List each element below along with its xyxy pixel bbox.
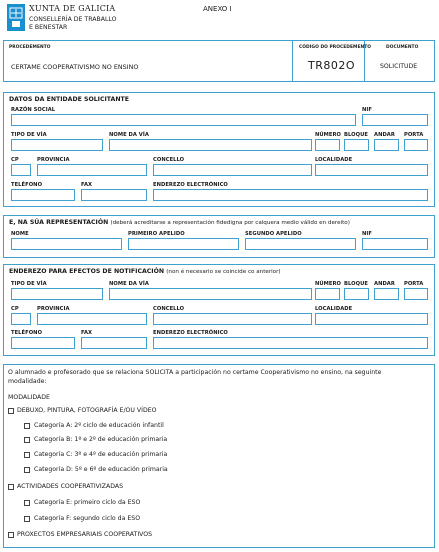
razon-social-label: RAZÓN SOCIAL <box>11 107 56 113</box>
notif-localidade-field[interactable] <box>315 313 428 325</box>
annex-label: ANEXO I <box>203 5 232 13</box>
email-label: ENDEREZO ELECTRÓNICO <box>153 182 228 188</box>
mod1-checkbox[interactable] <box>8 408 14 414</box>
notif-concello-field[interactable] <box>153 313 312 325</box>
mod3-checkbox[interactable] <box>8 532 14 538</box>
andar-label: ANDAR <box>374 132 395 138</box>
fax-field[interactable] <box>81 189 147 201</box>
numero-label: NÚMERO <box>315 132 341 138</box>
notif-provincia-label: PROVINCIA <box>37 306 70 312</box>
logo-title: XUNTA DE GALICIA <box>29 4 116 13</box>
notif-porta-label: PORTA <box>404 281 424 287</box>
representative-section-title <box>9 219 350 226</box>
catD-label: Categoría D: 5º e 6º de educación primaria <box>34 466 168 473</box>
mod1-label: DEBUXO, PINTURA, FOTOGRAFÍA E/OU VÍDEO <box>17 407 157 414</box>
procedure-code: TR802O <box>308 59 356 72</box>
procedure-divider-1 <box>292 40 293 82</box>
notif-andar-label: ANDAR <box>374 281 395 287</box>
tipo-via-field[interactable] <box>11 139 103 151</box>
notif-telefono-field[interactable] <box>11 337 75 349</box>
modalidade-heading: MODALIDADE <box>8 394 50 401</box>
procedure-code-label: CÓDIGO DO PROCEDEMENTO <box>299 45 372 50</box>
porta-label: PORTA <box>404 132 424 138</box>
notif-email-field[interactable] <box>153 337 428 349</box>
catC-checkbox[interactable] <box>24 452 30 458</box>
notif-nome-via-field[interactable] <box>109 288 312 300</box>
document-type: SOLICITUDE <box>380 63 418 70</box>
razon-social-field[interactable] <box>11 114 356 126</box>
catD-checkbox[interactable] <box>24 467 30 473</box>
notif-numero-field[interactable] <box>315 288 340 300</box>
catB-checkbox[interactable] <box>24 437 30 443</box>
nome-field[interactable] <box>11 238 122 250</box>
bloque-field[interactable] <box>344 139 369 151</box>
notif-cp-label: CP <box>11 306 19 312</box>
catC-label: Categoría C: 3º e 4º de educación primaria <box>34 451 168 458</box>
request-intro-line2: modalidade: <box>8 378 47 385</box>
notif-cp-field[interactable] <box>11 313 31 325</box>
notification-title-text: ENDEREZO PARA EFECTOS DE NOTIFICACIÓN <box>9 268 165 275</box>
nome-via-field[interactable] <box>109 139 312 151</box>
telefono-field[interactable] <box>11 189 75 201</box>
fax-label: FAX <box>81 182 93 188</box>
notif-tipo-via-label: TIPO DE VÍA <box>11 281 47 287</box>
provincia-label: PROVINCIA <box>37 157 70 163</box>
notif-porta-field[interactable] <box>404 288 428 300</box>
primeiro-apelido-label: PRIMEIRO APELIDO <box>128 231 185 237</box>
notif-numero-label: NÚMERO <box>315 281 341 287</box>
logo-department-line1: CONSELLERÍA DE TRABALLO <box>29 16 117 23</box>
notif-localidade-label: LOCALIDADE <box>315 306 353 312</box>
catE-checkbox[interactable] <box>24 500 30 506</box>
rep-nif-field[interactable] <box>362 238 428 250</box>
porta-field[interactable] <box>404 139 428 151</box>
representative-title-text: E, NA SÚA REPRESENTACIÓN <box>9 219 109 226</box>
entity-section-title: DATOS DA ENTIDADE SOLICITANTE <box>9 96 129 103</box>
numero-field[interactable] <box>315 139 340 151</box>
mod3-label: PROXECTOS EMPRESARIAIS COOPERATIVOS <box>17 531 153 538</box>
logo-department-line2: E BENESTAR <box>29 24 68 31</box>
document-label: DOCUMENTO <box>386 45 419 50</box>
request-intro-line1: O alumnado e profesorado que se relaciona SOLICITA a participación no certame Cooperativismo no ensino, na seguinte <box>8 369 382 376</box>
mod2-label: ACTIVIDADES COOPERATIVIZADAS <box>17 483 124 490</box>
nif-label: NIF <box>362 107 372 113</box>
localidade-field[interactable] <box>315 164 428 176</box>
primeiro-apelido-field[interactable] <box>128 238 239 250</box>
catB-label: Categoría B: 1º e 2º de educación primaria <box>34 436 168 443</box>
nome-label: NOME <box>11 231 29 237</box>
catA-label: Categoría A: 2º ciclo de educación infantil <box>34 422 164 429</box>
notif-provincia-field[interactable] <box>37 313 147 325</box>
segundo-apelido-label: SEGUNDO APELIDO <box>245 231 302 237</box>
nome-via-label: NOME DA VÍA <box>109 132 149 138</box>
notif-concello-label: CONCELLO <box>153 306 185 312</box>
notif-bloque-label: BLOQUE <box>344 281 368 287</box>
catE-label: Categoría E: primeiro ciclo da ESO <box>34 499 141 506</box>
concello-field[interactable] <box>153 164 312 176</box>
notif-andar-field[interactable] <box>374 288 399 300</box>
tipo-via-label: TIPO DE VÍA <box>11 132 47 138</box>
shield-icon <box>7 4 25 31</box>
notification-note: (non é necesario se coincide co anterior) <box>166 269 281 275</box>
catA-checkbox[interactable] <box>24 423 30 429</box>
localidade-label: LOCALIDADE <box>315 157 353 163</box>
concello-label: CONCELLO <box>153 157 185 163</box>
catF-label: Categoría F: segundo ciclo da ESO <box>34 515 141 522</box>
segundo-apelido-field[interactable] <box>245 238 356 250</box>
mod2-checkbox[interactable] <box>8 484 14 490</box>
procedure-name: CERTAME COOPERATIVISMO NO ENSINO <box>11 63 139 71</box>
rep-nif-label: NIF <box>362 231 372 237</box>
telefono-label: TELÉFONO <box>11 182 43 188</box>
procedure-label: PROCEDEMENTO <box>9 45 51 50</box>
notif-fax-field[interactable] <box>81 337 147 349</box>
notif-telefono-label: TELÉFONO <box>11 330 43 336</box>
email-field[interactable] <box>153 189 428 201</box>
notif-bloque-field[interactable] <box>344 288 369 300</box>
catF-checkbox[interactable] <box>24 516 30 522</box>
notification-section-title <box>9 268 281 275</box>
cp-label: CP <box>11 157 19 163</box>
bloque-label: BLOQUE <box>344 132 368 138</box>
notif-tipo-via-field[interactable] <box>11 288 103 300</box>
xunta-logo-mark <box>7 4 25 31</box>
andar-field[interactable] <box>374 139 399 151</box>
notif-fax-label: FAX <box>81 330 93 336</box>
notif-nome-via-label: NOME DA VÍA <box>109 281 149 287</box>
cp-field[interactable] <box>11 164 31 176</box>
notif-email-label: ENDEREZO ELECTRÓNICO <box>153 330 228 336</box>
nif-field[interactable] <box>362 114 428 126</box>
provincia-field[interactable] <box>37 164 147 176</box>
representative-note: (deberá acreditarse a representación fidedigna por calquera medio válido en dereito) <box>110 220 350 226</box>
